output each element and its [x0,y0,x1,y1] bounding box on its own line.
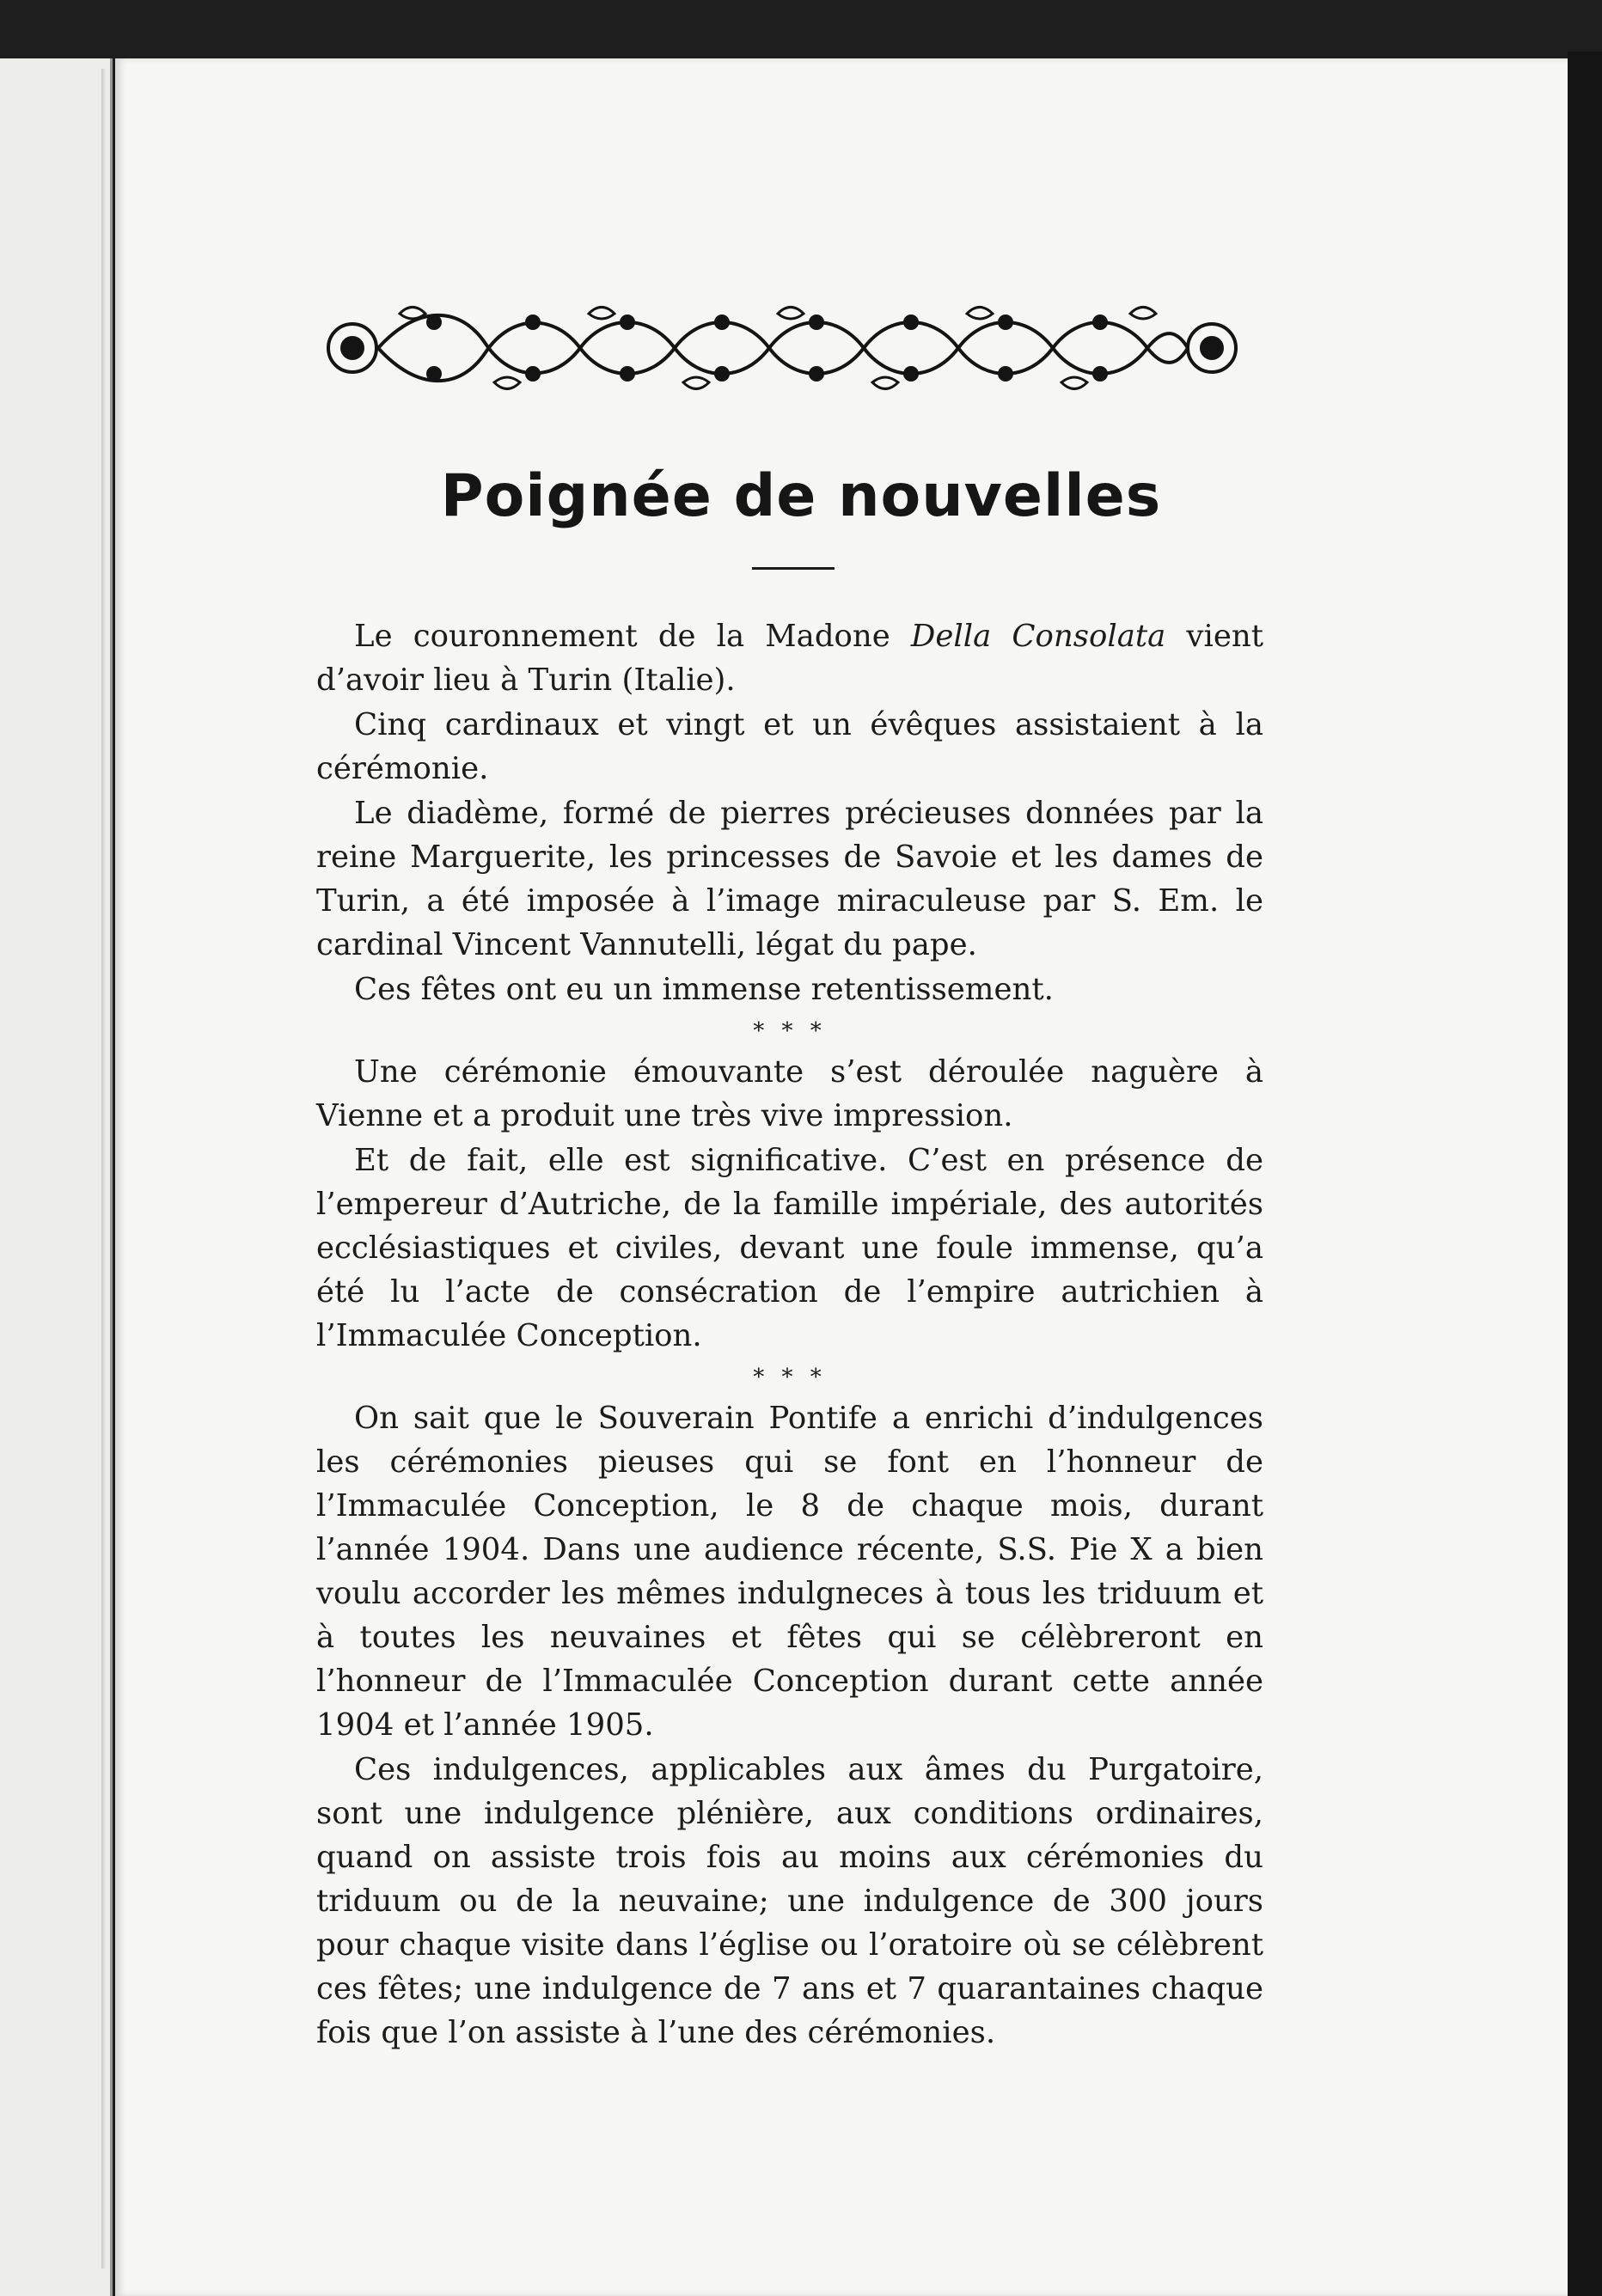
article-body [316,614,1263,2055]
decorative-header-ornament-icon [314,296,1250,400]
paragraph: On sait que le Souverain Pontife a enrichi d’indulgences les cérémonies pieuses qui se font en l’honneur de l’Immaculée Conception, le 8 de chaque mois, durant l’année 1904. Dans une audience récente, S.S. Pie X a bien voulu accorder les mêmes indulgneces à tous les triduum et à toutes les neuvaines et fêtes qui se célèbreront en l’honneur de l’Immaculée Conception durant cette année 1904 et l’année 1905. [316,1401,1263,1743]
title-underline [752,567,835,570]
paragraph: Ces fêtes ont eu un immense retentissement. [354,972,1054,1007]
page-title: Poignée de nouvelles [440,462,1162,530]
left-page-edge [0,58,113,2296]
paragraph: Le couronnement de la Madone Della Consolata vient d’avoir lieu à Turin (Italie). [316,619,1263,698]
section-separator: * * * [753,1365,827,1390]
paragraph: Et de fait, elle est significative. C’est en présence de l’empereur d’Autriche, de la famille impériale, des autorités ecclésiastiques et civiles, devant une foule immense, qu’a été lu l’acte de consécration de l’empire autrichien à l’Immaculée Conception. [316,1143,1263,1353]
italic-name: Della Consolata [910,619,1166,654]
paragraph: Une cérémonie émouvante s’est déroulée naguère à Vienne et a produit une très vive impression. [316,1054,1263,1133]
paragraph: Cinq cardinaux et vingt et un évêques assistaient à la cérémonie. [316,707,1263,786]
book-gutter [101,69,107,2269]
section-separator: * * * [753,1018,827,1044]
scan-border [1568,52,1602,2296]
paragraph: Ces indulgences, applicables aux âmes du Purgatoire, sont une indulgence plénière, aux conditions ordinaires, quand on assiste trois fois au moins aux cérémonies du triduum ou de la neuvaine; une indulgence de 300 jours pour chaque visite dans l’église ou l’oratoire où se célèbrent ces fêtes; une indulgence de 7 ans et 7 quarantaines chaque fois que l’on assiste à l’une des cérémonies. [316,1752,1263,2050]
paragraph: Le diadème, formé de pierres précieuses données par la reine Marguerite, les princesses de Savoie et les dames de Turin, a été imposée à l’image miraculeuse par S. Em. le cardinal Vincent Vannutelli, légat du pape. [316,796,1263,962]
